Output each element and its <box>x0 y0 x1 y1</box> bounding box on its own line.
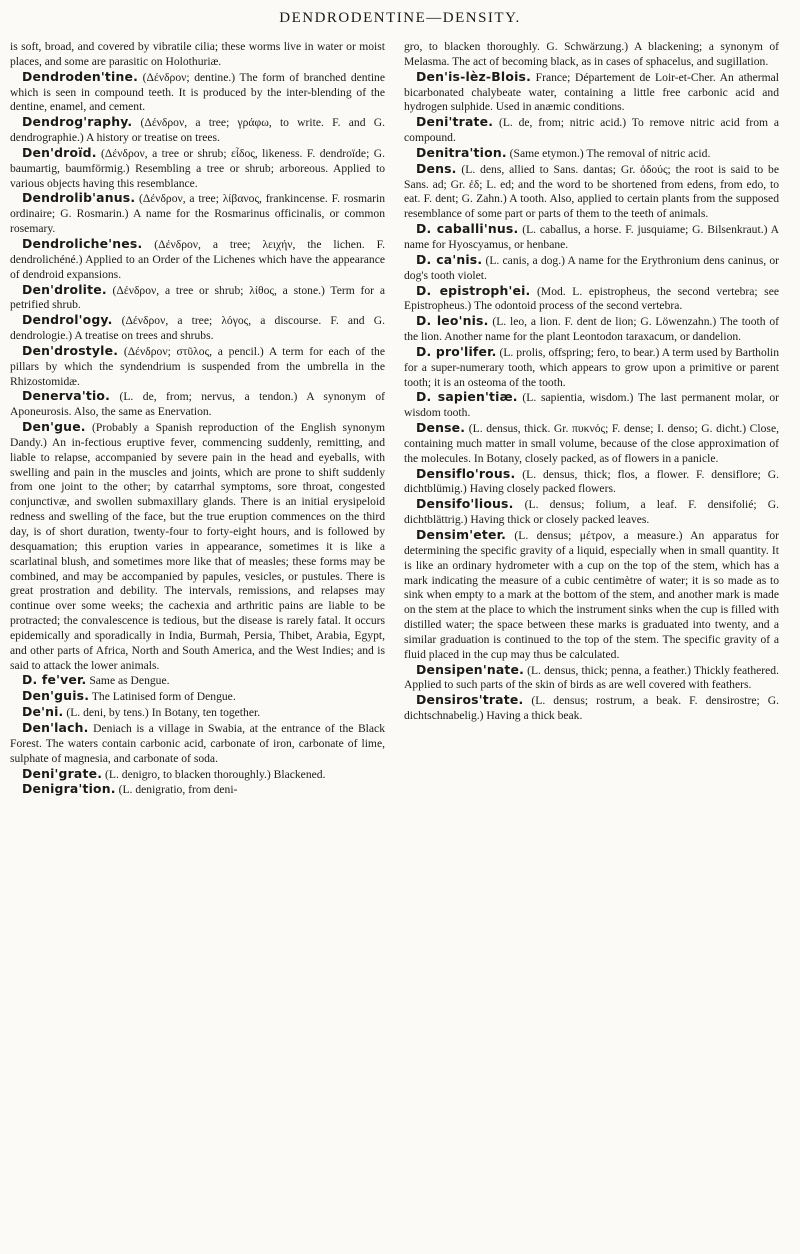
entry-body: is soft, broad, and covered by vibratile cilia; these worms live in water or moist places, and some are parasitic on Holothuriæ. <box>10 40 385 68</box>
entry-headword: Den'drostyle. <box>22 342 119 358</box>
entry-headword: D. leo'nis. <box>416 313 489 329</box>
entry-headword: Denerva'tio. <box>22 388 111 404</box>
dictionary-entry <box>404 40 779 70</box>
entry-headword: Densipen'nate. <box>416 661 525 677</box>
entry-body: (L. prolis, offspring; fero, to bear.) A term used by Bartholin for a super-numerary tooth, which appears to grow upon a primitive or parent tooth; it is an osteoma of the tooth. <box>404 345 779 389</box>
entry-body: (L. de, from; nitric acid.) To remove nitric acid from a compound. <box>404 116 779 145</box>
dictionary-entry <box>10 40 385 70</box>
entry-headword: Denitra'tion. <box>416 144 507 160</box>
dictionary-entry <box>404 70 779 116</box>
entry-headword: Denigra'tion. <box>22 781 116 797</box>
entry-body: (L. densus, thick; flos, a flower. F. densiflore; G. dichtblümig.) Having closely packed flowers. <box>404 467 779 496</box>
entry-body: (L. densus, thick; penna, a feather.) Thickly feathered. Applied to such parts of the skin of birds as are well covered with feathers. <box>404 663 779 692</box>
entry-body: (L. canis, a dog.) A name for the Erythronium dens caninus, or dog's tooth violet. <box>404 253 779 282</box>
entry-body: France; Département de Loir-et-Cher. An athermal bicarbonated chalybeate water, containing a little free carbonic acid and hydrogen sulphide. Used in anæmic conditions. <box>404 70 779 114</box>
entry-body: (L. denigratio, from deni- <box>115 783 238 797</box>
dictionary-entry <box>404 390 779 421</box>
entry-headword: Dendrolib'anus. <box>22 190 136 206</box>
dictionary-entry <box>404 663 779 694</box>
entry-body: (L. densus, thick. Gr. πυκνός; F. dense; I. denso; G. dicht.) Close, containing much matter in small volume, because of the close approximation of the molecules. In Botany, closely packed, as of flowers in a panicle. <box>404 422 779 465</box>
entry-headword: Den'drolite. <box>22 281 107 297</box>
entry-headword: Den'guis. <box>22 688 90 704</box>
dictionary-entry <box>10 115 385 146</box>
entry-body: (Mod. L. epistropheus, the second vertebra; see Epistropheus.) The odontoid process of the second vertebra. <box>404 284 779 313</box>
dictionary-entry <box>10 313 385 344</box>
entry-body: gro, to blacken thoroughly. G. Schwärzung.) A blackening; a synonym of Melasma. The act of becoming black, as in cases of sphacelus, and sugillation. <box>404 40 779 68</box>
entry-headword: D. sapien'tiæ. <box>416 389 518 405</box>
entry-body: (Δένδρον, a tree; λόγος, a discourse. F. and G. dendrologie.) A treatise on trees and shrubs. <box>10 314 385 343</box>
running-head: DENDRODENTINE—DENSITY. <box>279 10 521 26</box>
entry-headword: D. pro'lifer. <box>416 343 497 359</box>
entry-body: (L. caballus, a horse. F. jusquiame; G. Bilsenkraut.) A name for Hyoscyamus, or henbane. <box>404 223 779 251</box>
entry-headword: Densiflo'rous. <box>416 465 516 481</box>
entry-headword: Dendroliche'nes. <box>22 235 143 251</box>
entry-headword: Densiros'trate. <box>416 692 524 708</box>
dictionary-entry <box>10 389 385 420</box>
entry-body: (L. deni, by tens.) In Botany, ten together. <box>63 706 261 720</box>
dictionary-entry <box>10 673 385 689</box>
dictionary-entry <box>404 222 779 253</box>
dictionary-entry <box>10 721 385 767</box>
right-column <box>404 40 779 724</box>
entry-body: Deniach is a village in Swabia, at the entrance of the Black Forest. The waters contain carbonic acid, carbonate of iron, carbonate of lime, sulphate of magnesia, and carbonate of soda. <box>10 721 385 765</box>
dictionary-entry <box>404 314 779 345</box>
dictionary-entry <box>10 420 385 673</box>
dictionary-entry <box>10 782 385 798</box>
dictionary-entry <box>10 283 385 314</box>
dictionary-entry <box>404 693 779 724</box>
entry-body: (Δένδρον, a tree; λειχήν, the lichen. F. dendrolichéné.) Applied to an Order of the Lichenes which have the appearance of dendroid expansions. <box>10 237 385 281</box>
entry-headword: Dendrol'ogy. <box>22 312 113 328</box>
dictionary-entry <box>404 146 779 162</box>
dictionary-entry <box>404 115 779 146</box>
dictionary-entry <box>404 345 779 391</box>
dictionary-entry <box>404 467 779 498</box>
entry-headword: Deni'grate. <box>22 765 103 781</box>
entry-headword: De'ni. <box>22 704 64 720</box>
entry-headword: Dens. <box>416 160 457 176</box>
entry-headword: Densifo'lious. <box>416 496 514 512</box>
entry-headword: Den'lach. <box>22 719 89 735</box>
entry-body: (Δένδρον; στῦλος, a pencil.) A term for each of the pillars by which the syndendrium is suspended from the umbrella in the Rhizostomidæ. <box>10 344 385 388</box>
dictionary-entry <box>404 253 779 284</box>
entry-body: (Δένδρον, a tree or shrub; λίθος, a stone.) Term for a petrified shrub. <box>10 283 385 312</box>
dictionary-entry <box>10 344 385 390</box>
entry-headword: D. epistroph'ei. <box>416 282 531 298</box>
entry-headword: Dense. <box>416 420 466 436</box>
dictionary-entry <box>404 162 779 222</box>
entry-body: (Same etymon.) The removal of nitric acid. <box>506 146 711 160</box>
entry-body: (L. denigro, to blacken thoroughly.) Blackened. <box>102 767 326 781</box>
dictionary-entry <box>404 497 779 528</box>
entry-body: Same as Dengue. <box>86 674 170 688</box>
entry-headword: Den'droïd. <box>22 144 97 160</box>
entry-body: (Δένδρον; dentine.) The form of branched dentine which is seen in compound teeth. It is produced by the inter-blending of the dentine, enamel, and cement. <box>10 70 385 114</box>
dictionary-entry <box>10 237 385 283</box>
entry-body: (L. dens, allied to Sans. dantas; Gr. ὀδούς; the root is said to be Sans. ad; Gr. ἐδ; L. ed; and the word to be shortened from edens, from edo, to eat. F. dent; G. Zahn.) A tooth. Also, applied to certain plants from the supposed resemblance of some part or parts of them to the teeth of animals. <box>404 162 779 221</box>
left-column <box>10 40 385 798</box>
entry-body: (L. leo, a lion. F. dent de lion; G. Löwenzahn.) The tooth of the lion. Another name for the plant Leontodon taraxacum, or dandelion. <box>404 315 779 344</box>
entry-headword: D. caballi'nus. <box>416 221 519 237</box>
entry-headword: Den'is-lèz-Blois. <box>416 68 532 84</box>
dictionary-entry <box>10 767 385 783</box>
dictionary-entry <box>10 70 385 116</box>
dictionary-entry <box>404 528 779 663</box>
entry-headword: Densim'eter. <box>416 527 507 542</box>
entry-headword: Dendroden'tine. <box>22 68 138 84</box>
dictionary-entry <box>10 689 385 705</box>
entry-body: (Δένδρον, a tree or shrub; εἶδος, likeness. F. dendroïde; G. baumartig, baumförmig.) Resembling a tree or shrub; arboreous. Applied to various objects having this resemblance. <box>10 146 385 190</box>
dictionary-entry <box>10 146 385 192</box>
dictionary-entry <box>404 421 779 467</box>
entry-headword: Deni'trate. <box>416 114 494 130</box>
entry-body: (L. de, from; nervus, a tendon.) A synonym of Aponeurosis. Also, the same as Enervation. <box>10 390 385 419</box>
entry-body: (L. sapientia, wisdom.) The last permanent molar, or wisdom tooth. <box>404 391 779 420</box>
entry-body: (Probably a Spanish reproduction of the English synonym Dandy.) An in-fectious eruptive fever, commencing suddenly, remitting, and liable to relapse, accompanied by severe pain in the head and eyeballs, with swelling and pain in the muscles and joints, which are prone to shift suddenly from one joint to the other; by catarrhal symptoms, sore throat, congested conjunctivæ, and swollen submaxillary glands. There is an initial erysipeloid redness and swelling of the face, but the true eruption commences on the third day, is of short duration, twenty-four to forty-eight hours, and is followed by desquamation; this eruption varies in appearance, sometimes it is like a scarlatinal blush, and sometimes more like that of measles; these forms may be combined, and may be accompanied by papules, vesicles, or pustules. There is great prostration and debility. The intervals, remissions, and relapses may continue over some weeks; the cachexia and arthritic pains are liable to be protracted; the convalescence is tedious, but the disease is rarely fatal. It occurs epidemically and sporadically in India, Burmah, Persia, Thibet, Arabia, Egypt, and other parts of Africa, North and South America, and the West Indies; and is said to attack the lower animals. <box>10 421 385 672</box>
entry-body: (L. densus; folium, a leaf. F. densifolié; G. dichtblättrig.) Having thick or closely packed leaves. <box>404 498 779 527</box>
entry-body: (Δένδρον, a tree; λίβανος, frankincense. F. rosmarin ordinaire; G. Rosmarin.) A name for the Rosmarinus officinalis, or common rosemary. <box>10 192 385 236</box>
entry-headword: Dendrog'raphy. <box>22 114 133 130</box>
entry-headword: Den'gue. <box>22 419 86 435</box>
entry-body: (L. densus; μέτρον, a measure.) An apparatus for determining the specific gravity of a liquid, especially when in small quantity. It is like an ordinary hydrometer with a cup on the top of the stem, which has a mark indicating the measure of a cubic centimètre of water; it is so made as to sink when empty to a mark at the bottom of the stem, and another mark is made on the stem at the place to which the instrument sinks when the cup is filled with distilled water; the space between these marks is graduated into twenty, and a similar graduation is continued to the top of the stem. The specific gravity of a fluid placed in the cup may thus be calculated. <box>404 529 779 661</box>
dictionary-entry <box>404 284 779 315</box>
dictionary-entry <box>10 705 385 721</box>
dictionary-entry <box>10 191 385 237</box>
entry-headword: D. ca'nis. <box>416 251 483 267</box>
entry-headword: D. fe'ver. <box>22 672 87 688</box>
entry-body: The Latinised form of Dengue. <box>89 690 236 704</box>
entry-body: (Δένδρον, a tree; γράφω, to write. F. and G. dendrographie.) A history or treatise on trees. <box>10 116 385 145</box>
entry-body: (L. densus; rostrum, a beak. F. densirostre; G. dichtschnabelig.) Having a thick beak. <box>404 694 779 723</box>
